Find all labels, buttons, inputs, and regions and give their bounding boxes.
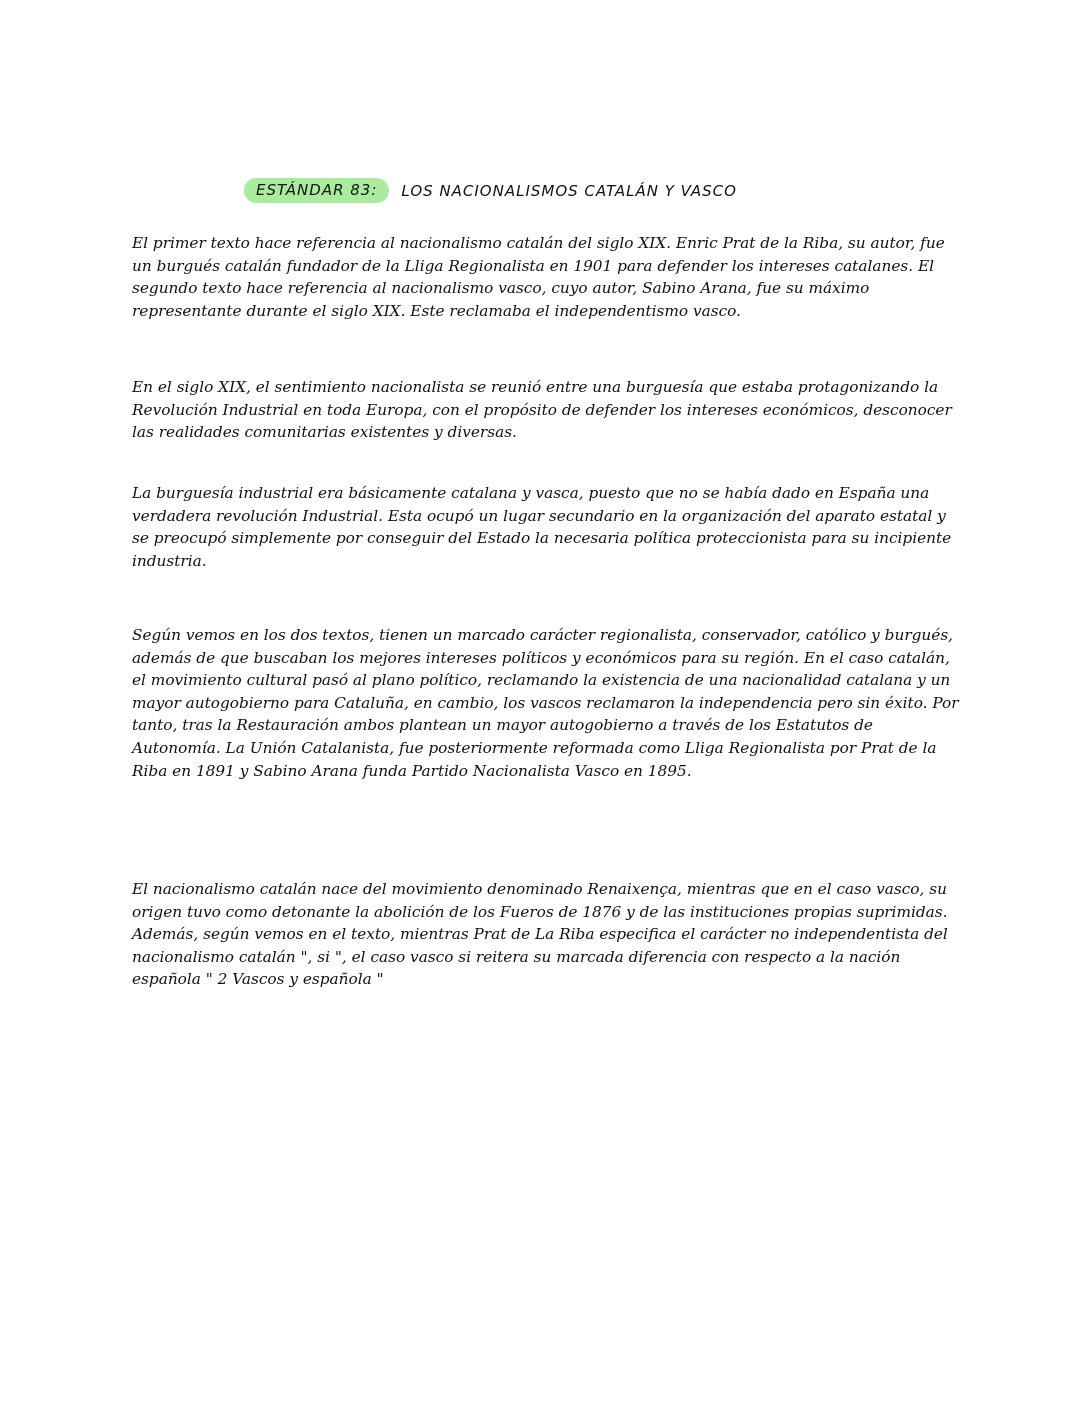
title-text: LOS NACIONALISMOS CATALÁN Y VASCO <box>401 181 737 200</box>
paragraph-3: La burguesía industrial era básicamente catalana y vasca, puesto que no se había dado en España una verdadera revolución Industrial. Esta ocupó un lugar secundario en la organización del aparato estatal y se preocupó simplemente por conseguir del Estado la necesaria política proteccionista para su incipiente industria. <box>132 484 952 570</box>
page-title <box>244 178 737 203</box>
paragraph-4: Según vemos en los dos textos, tienen un marcado carácter regionalista, conservador, católico y burgués, además de que buscaban los mejores intereses políticos y económicos para su región. En el caso catalán, el movimiento cultural pasó al plano político, reclamando la existencia de una nacionalidad catalana y un mayor autogobierno para Cataluña, en cambio, los vascos reclamaron la independencia pero sin éxito. Por tanto, tras la Restauración ambos plantean un mayor autogobierno a través de los Estatutos de Autonomía. La Unión Catalanista, fue posteriormente reformada como Lliga Regionalista por Prat de la Riba en 1891 y Sabino Arana funda Partido Nacionalista Vasco en 1895. <box>132 626 959 780</box>
title-highlight: ESTÁNDAR 83: <box>244 178 389 203</box>
paragraph-1: El primer texto hace referencia al nacionalismo catalán del siglo XIX. Enric Prat de la Riba, su autor, fue un burgués catalán fundador de la Lliga Regionalista en 1901 para defender los intereses catalanes. El segundo texto hace referencia al nacionalismo vasco, cuyo autor, Sabino Arana, fue su máximo representante durante el siglo XIX. Este reclamaba el independentismo vasco. <box>132 234 945 320</box>
paragraph-2: En el siglo XIX, el sentimiento nacionalista se reunió entre una burguesía que estaba protagonizando la Revolución Industrial en toda Europa, con el propósito de defender los intereses económicos, desconocer las realidades comunitarias existentes y diversas. <box>132 378 952 442</box>
paragraph-5: El nacionalismo catalán nace del movimiento denominado Renaixença, mientras que en el caso vasco, su origen tuvo como detonante la abolición de los Fueros de 1876 y de las instituciones propias suprimidas. Además, según vemos en el texto, mientras Prat de La Riba especifica el carácter no independentista del nacionalismo catalán ", si ", el caso vasco si reitera su marcada diferencia con respecto a la nación española " 2 Vascos y española " <box>132 880 948 989</box>
